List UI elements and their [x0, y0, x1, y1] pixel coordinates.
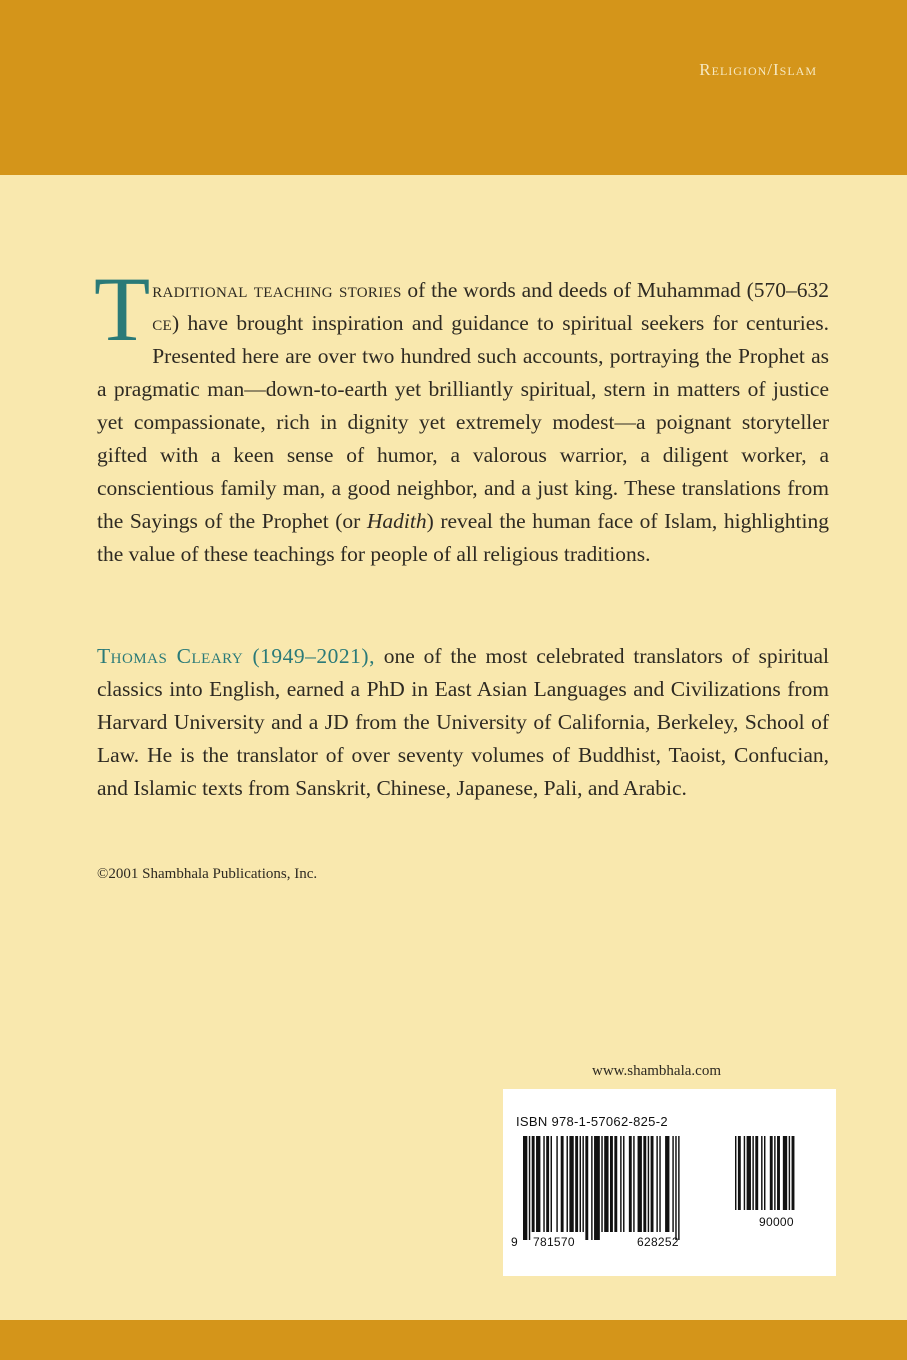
barcode-bar [532, 1136, 535, 1232]
barcode-bar [633, 1136, 634, 1232]
barcode-bar [738, 1136, 741, 1210]
book-description [94, 258, 829, 571]
barcode-bar [567, 1136, 568, 1232]
description-text-2: ) have brought inspiration and guidance to spiritual seekers for centuries. Presented here are over two hundred such accounts, portraying the Prophet as a pragmatic man—down-to-earth yet brilliantly spiritual, stern in matters of justice yet compassionate, rich in dignity yet extremely modest—a poignant storyteller gifted with a keen sense of humor, a valorous warrior, a diligent worker, a conscientious family man, a good neighbor, and a just king. These translations from the Sayings of the Prophet (or [97, 311, 829, 533]
barcode-bar [755, 1136, 758, 1210]
barcode-bar [614, 1136, 617, 1232]
barcode-bar [556, 1136, 557, 1232]
barcode-bar [536, 1136, 540, 1232]
barcode-bar [610, 1136, 613, 1232]
barcode-bar [770, 1136, 773, 1210]
barcode-bar [529, 1136, 530, 1240]
barcode-bar [792, 1136, 795, 1210]
barcode-bar [594, 1136, 600, 1240]
barcode-bar [659, 1136, 660, 1232]
isbn-label: ISBN 978-1-57062-825-2 [516, 1114, 668, 1129]
barcode-bar [735, 1136, 736, 1210]
barcode-bar [777, 1136, 780, 1210]
barcode-bar [575, 1136, 578, 1232]
barcode-bar [604, 1136, 608, 1232]
barcode-bar [651, 1136, 654, 1232]
barcode-bar [585, 1136, 588, 1240]
barcode-bar [656, 1136, 657, 1232]
barcode-bar [643, 1136, 646, 1232]
bottom-band [0, 1320, 907, 1360]
barcode-panel [503, 1089, 836, 1276]
barcode-bar [774, 1136, 775, 1210]
copyright-notice: ©2001 Shambhala Publications, Inc. [97, 866, 318, 882]
barcode-bar [675, 1136, 676, 1240]
barcode-bar [543, 1136, 544, 1232]
barcode-bar [747, 1136, 751, 1210]
barcode-bar [523, 1136, 527, 1240]
barcode-bar [672, 1136, 673, 1232]
barcode-addon-digits: 90000 [759, 1215, 794, 1229]
barcode-bar [623, 1136, 624, 1232]
barcode-bar [591, 1136, 592, 1240]
top-band [0, 0, 907, 175]
barcode-bar [561, 1136, 564, 1232]
barcode-bar [665, 1136, 669, 1232]
barcode-bar [629, 1136, 632, 1232]
barcode-bar [638, 1136, 642, 1232]
barcode-bar [569, 1136, 573, 1232]
barcode-lead-digit: 9 [511, 1235, 518, 1249]
description-text-1: of the words and deeds of Muhammad (570–632 [401, 278, 829, 302]
hadith-term: Hadith [366, 509, 427, 533]
drop-cap: T [94, 258, 151, 360]
barcode-bar [648, 1136, 649, 1232]
era-abbreviation: ce [152, 311, 172, 335]
description-text-3: ) reveal the human face of Islam, highlighting the value of these teachings for people of all religious traditions. [97, 509, 829, 566]
barcode-bar [601, 1136, 602, 1232]
barcode-bar [620, 1136, 621, 1232]
barcode-right-digits: 628252 [637, 1235, 679, 1249]
lead-words: raditional teaching stories [152, 278, 402, 302]
barcode-bar [546, 1136, 549, 1232]
publisher-website: www.shambhala.com [592, 1063, 721, 1079]
barcode-bar [582, 1136, 583, 1232]
barcode-bar [678, 1136, 679, 1240]
barcode-bar [551, 1136, 552, 1232]
barcode-left-digits: 781570 [533, 1235, 575, 1249]
barcode-bar [744, 1136, 745, 1210]
author-bio [97, 640, 829, 805]
author-bio-text: one of the most celebrated translators of spiritual classics into English, earned a PhD in East Asian Languages and Civilizations from Harvard University and a JD from the University of California, Berkeley, School of Law. He is the translator of over seventy volumes of Buddhist, Taoist, Confucian, and Islamic texts from Sanskrit, Chinese, Japanese, Pali, and Arabic. [97, 644, 829, 800]
barcode-bar [764, 1136, 765, 1210]
barcode-bar [789, 1136, 790, 1210]
barcode-bar [580, 1136, 581, 1232]
barcode-bar [752, 1136, 753, 1210]
barcode-bar [783, 1136, 787, 1210]
barcode-bar [761, 1136, 762, 1210]
category-label: Religion/Islam [699, 60, 817, 79]
author-name: Thomas Cleary (1949–2021), [97, 644, 375, 668]
